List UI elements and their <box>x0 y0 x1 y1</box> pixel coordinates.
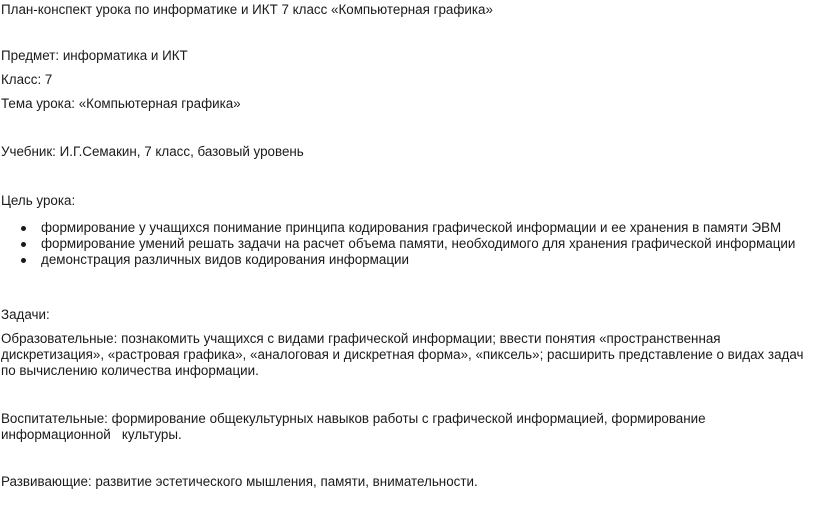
educational-task-line: дискретизация», «растровая графика», «аналоговая и дискретная форма», «пиксель»; расширить представление о видах задач <box>1 347 804 362</box>
developing-task-line: Развивающие: развитие эстетического мышления, памяти, внимательности. <box>1 474 478 489</box>
goal-text: демонстрация различных видов кодирования информации <box>41 252 409 267</box>
topic-line: Тема урока: «Компьютерная графика» <box>1 96 241 111</box>
bullet-icon <box>21 242 26 247</box>
goal-list-item <box>0 252 795 268</box>
goal-text: формирование у учащихся понимание принципа кодирования графической информации и ее хранения в памяти ЭВМ <box>41 220 782 235</box>
bullet-icon <box>21 258 26 263</box>
upbringing-task-line: Воспитательные: формирование общекультурных навыков работы с графической информацией, формирование <box>1 411 706 426</box>
bullet-icon <box>21 226 26 231</box>
grade-line: Класс: 7 <box>1 72 53 87</box>
goal-heading: Цель урока: <box>1 193 76 208</box>
upbringing-task-line: информационной культуры. <box>1 427 182 442</box>
subject-line: Предмет: информатика и ИКТ <box>1 48 188 63</box>
goal-list-item <box>0 220 795 236</box>
document-title: План-конспект урока по информатике и ИКТ 7 класс «Компьютерная графика» <box>1 2 493 17</box>
tasks-heading: Задачи: <box>1 307 50 322</box>
educational-task-line: по вычислению количества информации. <box>1 363 259 378</box>
goal-list <box>0 220 795 268</box>
educational-task-line: Образовательные: познакомить учащихся с видами графической информации; ввести понятия «пространственная <box>1 331 721 346</box>
goal-list-item <box>0 236 795 252</box>
textbook-line: Учебник: И.Г.Семакин, 7 класс, базовый уровень <box>1 144 304 159</box>
goal-text: формирование умений решать задачи на расчет объема памяти, необходимого для хранения графической информации <box>41 236 796 251</box>
